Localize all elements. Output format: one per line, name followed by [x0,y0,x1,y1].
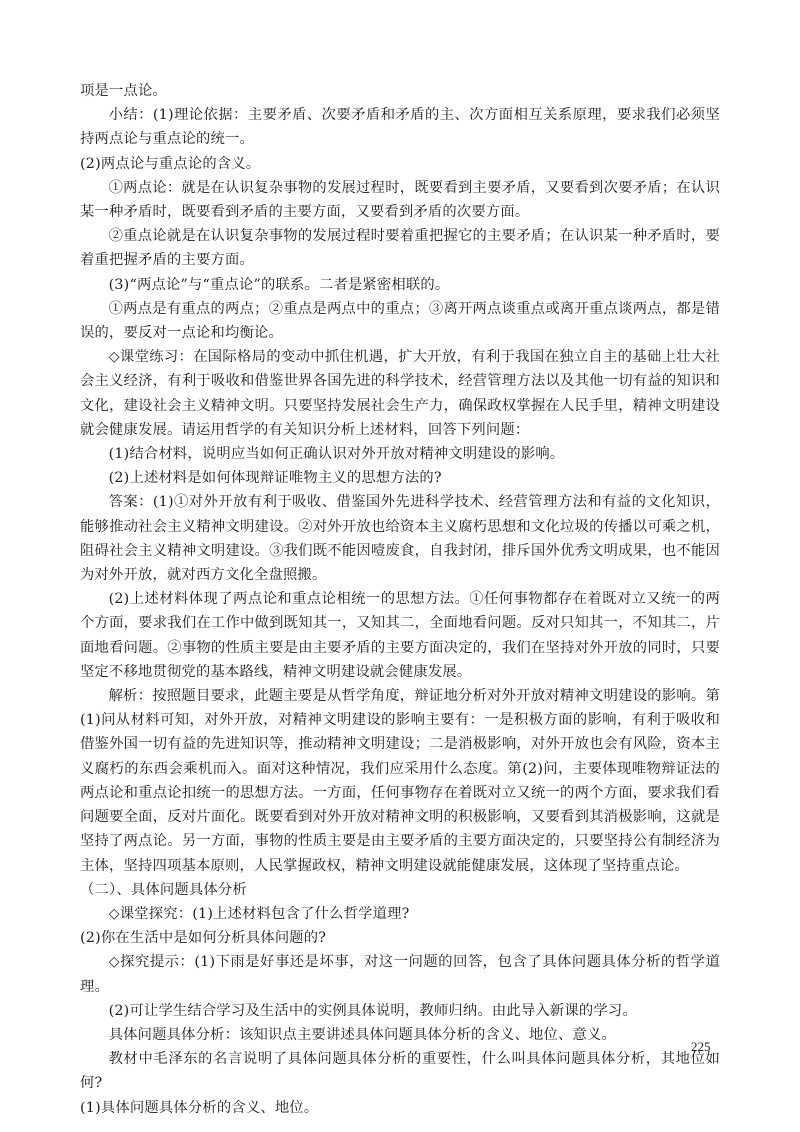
page-number: 225 [691,1039,711,1054]
analysis-paragraph: 解析：按照题目要求，此题主要是从哲学角度，辩证地分析对外开放对精神文明建设的影响。第(1)问从材料可知，对外开放，对精神文明建设的影响主要有：一是积极方面的影响，有利于吸收和借鉴外国一切有益的先进知识等，推动精神文明建设；二是消极影响，对外开放也会有风险，资本主义腐朽的东西会乘机而入。面对这种情况，我们应采用什么态度。第(2)问，主要体现唯物辩证法的两点论和重点论扣统一的思想方法。一方面，任何事物存在着既对立又统一的两个方面，要求我们看问题要全面，反对片面化。既要看到对外开放对精神文明的积极影响，又要看到其消极影响，这就是坚持了两点论。另一方面，事物的性质主要是由主要矛盾的主要方面决定的，只要坚持公有制经济为主体，坚持四项基本原则，人民掌握政权，精神文明建设就能健康发展，这体现了坚持重点论。 [80,688,720,874]
paragraph-4: ①两点论：就是在认识复杂事物的发展过程时，既要看到主要矛盾，又要看到次要矛盾；在认识某一种矛盾时，既要看到矛盾的主要方面，又要看到矛盾的次要方面。 [80,179,720,221]
question-1: (1)结合材料，说明应当如何正确认识对外开放对精神文明建设的影响。 [108,446,565,463]
inquiry-question-2: (2)你在生活中是如何分析具体问题的? [80,930,327,947]
hint-2: (2)可让学生结合学习及生活中的实例具体说明，教师归纳。由此导入新课的学习。 [108,1002,637,1019]
paragraph-3: (2)两点论与重点论的含义。 [80,155,261,172]
paragraph-5: ②重点论就是在认识复杂事物的发展过程时要着重把握它的主要矛盾；在认识某一种矛盾时，要着重把握矛盾的主要方面。 [80,228,720,269]
textbook-paragraph: 教材中毛泽东的名言说明了具体问题具体分析的重要性，什么叫具体问题具体分析，其地位如何? [80,1051,720,1092]
section-heading: （二）、具体问题具体分析 [80,881,247,898]
summary-paragraph: 小结：(1)理论依据：主要矛盾、次要矛盾和矛盾的主、次方面相互关系原理，要求我们必须坚持两点论与重点论的统一。 [80,107,720,148]
body-text [80,79,720,1120]
exercise-paragraph: ◇课堂练习：在国际格局的变动中抓住机遇，扩大开放，有利于我国在独立自主的基础上壮大社会主义经济，有利于吸收和借鉴世界各国先进的科学技术，经营管理方法以及其他一切有益的知识和文化，建设社会主义精神文明。只要坚持发展社会生产力，确保政权掌握在人民手里，精神文明建设就会健康发展。请运用哲学的有关知识分析上述材料，回答下列问题： [80,349,720,438]
paragraph-6: (3)“两点论”与“重点论”的联系。二者是紧密相联的。 [108,276,450,293]
inquiry-question-1: ◇课堂探究：(1)上述材料包含了什么哲学道理? [108,905,410,922]
answer-2: (2)上述材料体现了两点论和重点论相统一的思想方法。①任何事物都存在着既对立又统一的两个方面，要求我们在工作中做到既知其一，又知其二，全面地看问题。反对只知其一，不知其二，片面地看问题。②事物的性质主要是由主要矛盾的主要方面决定的，我们在坚持对外开放的同时，只要坚定不移地贯彻党的基本路线，精神文明建设就会健康发展。 [80,591,720,680]
answer-1: 答案：(1)①对外开放有利于吸收、借鉴国外先进科学技术、经营管理方法和有益的文化知识，能够推动社会主义精神文明建设。②对外开放也给资本主义腐朽思想和文化垃圾的传播以可乘之机，阻碍社会主义精神文明建设。③我们既不能因噎废食，自我封闭，排斥国外优秀文明成果，也不能因为对外开放，就对西方文化全盘照搬。 [80,494,720,584]
hint-1: ◇探究提示：(1)下雨是好事还是坏事，对这一问题的回答，包含了具体问题具体分析的哲学道理。 [80,954,720,995]
subheading-1: (1)具体问题具体分析的含义、地位。 [80,1099,319,1116]
knowledge-point: 具体问题具体分析：该知识点主要讲述具体问题具体分析的含义、地位、意义。 [108,1026,616,1043]
paragraph-7: ①两点是有重点的两点；②重点是两点中的重点；③离开两点谈重点或离开重点谈两点，都是错误的，要反对一点论和均衡论。 [80,300,720,342]
question-2: (2)上述材料是如何体现辩证唯物主义的思想方法的? [108,470,442,487]
paragraph-1: 项是一点论。 [80,83,167,99]
